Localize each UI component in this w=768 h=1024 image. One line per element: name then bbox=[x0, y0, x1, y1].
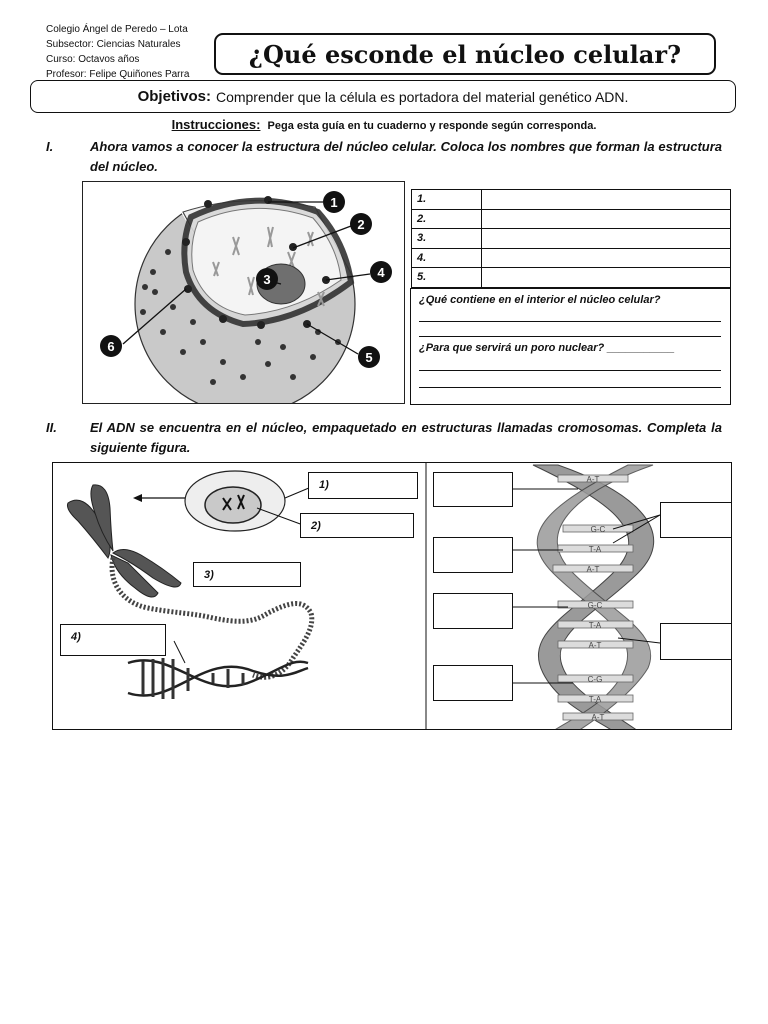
base-pair: A-T bbox=[586, 475, 600, 484]
answer-cell[interactable] bbox=[482, 248, 731, 268]
dna-figure bbox=[52, 462, 732, 730]
base-pair: A-T bbox=[588, 641, 602, 650]
instructions-label: Instrucciones: bbox=[171, 117, 261, 132]
section1-number: I. bbox=[46, 139, 54, 154]
subject: Subsector: Ciencias Naturales bbox=[46, 39, 181, 50]
cell-label-6: 6 bbox=[107, 339, 115, 354]
table-row bbox=[412, 248, 731, 268]
table-row bbox=[412, 190, 731, 210]
objectives-label: Objetivos: bbox=[137, 88, 211, 105]
base-pair: C-G bbox=[587, 675, 603, 684]
base-pair: A-T bbox=[591, 713, 605, 722]
base-pair: G-C bbox=[590, 525, 606, 534]
table-row bbox=[412, 229, 731, 249]
answer-line[interactable] bbox=[419, 370, 721, 371]
row-number: 1. bbox=[412, 190, 482, 210]
blank-box-4[interactable]: 4) bbox=[60, 624, 166, 656]
section2-number: II. bbox=[46, 420, 57, 435]
dna-blank-box[interactable] bbox=[660, 623, 732, 660]
blank-box-1[interactable]: 1) bbox=[308, 472, 418, 499]
objectives-box bbox=[30, 80, 736, 113]
base-pair: T-A bbox=[588, 695, 602, 704]
dna-blank-box[interactable] bbox=[660, 502, 732, 538]
instructions-text: Pega esta guía en tu cuaderno y responde según corresponda. bbox=[267, 120, 597, 132]
cell-label-1: 1 bbox=[330, 195, 338, 210]
answer-line[interactable] bbox=[419, 387, 721, 388]
school-info bbox=[46, 22, 189, 82]
school-name: Colegio Ángel de Peredo – Lota bbox=[46, 24, 188, 35]
base-pair: T-A bbox=[588, 621, 602, 630]
row-number: 3. bbox=[412, 229, 482, 249]
dna-blank-box[interactable] bbox=[433, 537, 513, 573]
answer-cell[interactable] bbox=[482, 268, 731, 288]
cell-label-4: 4 bbox=[377, 265, 385, 280]
section1-text: Ahora vamos a conocer la estructura del núcleo celular. Coloca los nombres que forman la estructura del núcleo. bbox=[90, 139, 722, 174]
dna-blank-box[interactable] bbox=[433, 665, 513, 701]
nucleus-figure bbox=[82, 181, 405, 404]
row-number: 4. bbox=[412, 248, 482, 268]
answer-cell[interactable] bbox=[482, 190, 731, 210]
question-1: ¿Qué contiene en el interior el núcleo celular? bbox=[419, 294, 661, 306]
page-title: ¿Qué esconde el núcleo celular? bbox=[214, 33, 716, 75]
answer-line[interactable] bbox=[419, 336, 721, 337]
base-pair: A-T bbox=[586, 565, 600, 574]
blank-box-3[interactable]: 3) bbox=[193, 562, 301, 587]
section2-text: El ADN se encuentra en el núcleo, empaquetado en estructuras llamadas cromosomas. Completa la siguiente figura. bbox=[90, 420, 722, 455]
row-number: 5. bbox=[412, 268, 482, 288]
objectives-text: Comprender que la célula es portadora del material genético ADN. bbox=[215, 88, 629, 105]
question-2: ¿Para que servirá un poro nuclear? ___________ bbox=[419, 342, 675, 354]
table-row bbox=[412, 209, 731, 229]
base-pair: G-C bbox=[587, 601, 603, 610]
answer-cell[interactable] bbox=[482, 229, 731, 249]
answer-line[interactable] bbox=[419, 321, 721, 322]
questions-box bbox=[410, 288, 731, 405]
answer-table bbox=[411, 189, 731, 288]
cell-label-2: 2 bbox=[357, 217, 365, 232]
dna-blank-box[interactable] bbox=[433, 472, 513, 507]
base-pair: T-A bbox=[588, 545, 602, 554]
dna-blank-box[interactable] bbox=[433, 593, 513, 629]
instructions bbox=[0, 117, 768, 132]
answer-cell[interactable] bbox=[482, 209, 731, 229]
blank-box-2[interactable]: 2) bbox=[300, 513, 414, 538]
table-row bbox=[412, 268, 731, 288]
teacher: Profesor: Felipe Quiñones Parra bbox=[46, 69, 190, 80]
cell-label-5: 5 bbox=[365, 350, 373, 365]
cell-label-3: 3 bbox=[263, 272, 271, 287]
course: Curso: Octavos años bbox=[46, 54, 140, 65]
row-number: 2. bbox=[412, 209, 482, 229]
